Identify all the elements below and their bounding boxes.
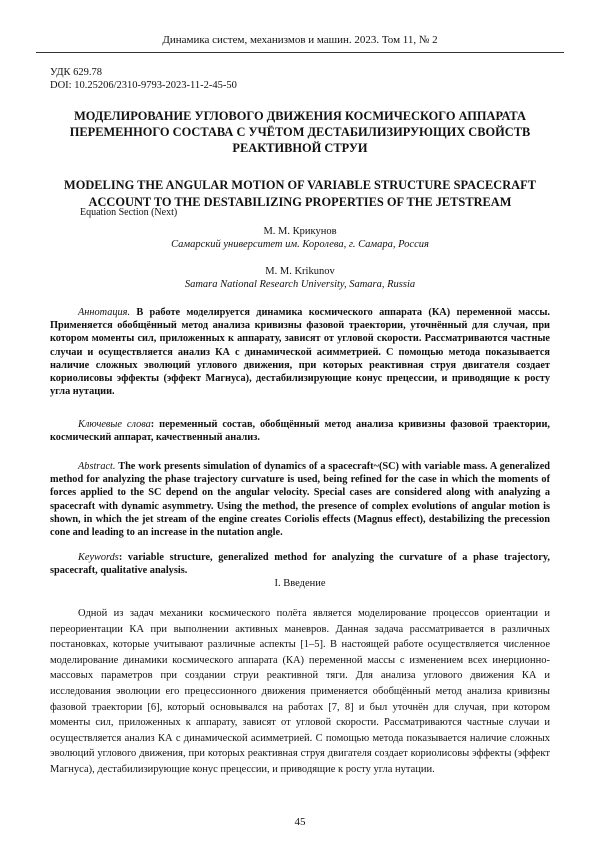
keywords-ru xyxy=(50,418,550,444)
abstract-ru xyxy=(50,306,550,398)
keywords-ru-text: : переменный состав, обобщённый метод анализа кривизны фазовой траектории, космический аппарат, качественный анализ. xyxy=(50,419,550,444)
running-header: Динамика систем, механизмов и машин. 2023. Том 11, № 2 xyxy=(162,34,438,46)
keywords-en-text: : variable structure, generalized method for analyzing the curvature of a phase trajectory, spacecraft, qualitative analysis. xyxy=(50,552,550,577)
author-name-ru: М. М. Крикунов xyxy=(263,226,337,237)
header-divider xyxy=(36,52,564,53)
author-affiliation-en: Samara National Research University, Samara, Russia xyxy=(184,279,416,290)
title-russian: МОДЕЛИРОВАНИЕ УГЛОВОГО ДВИЖЕНИЯ КОСМИЧЕСКОГО АППАРАТА ПЕРЕМЕННОГО СОСТАВА С УЧЁТОМ ДЕСТАБИЛИЗИРУЮЩИХ СВОЙСТВ РЕАКТИВНОЙ СТРУИ xyxy=(69,109,531,155)
abstract-en xyxy=(50,460,550,539)
abstract-en-label: Abstract. xyxy=(78,461,116,472)
section-heading-introduction: I. Введение xyxy=(274,578,326,589)
intro-paragraph: Одной из задач механики космического полёта является моделирование процессов ориентации и переориентации КА при выполнении активных маневров. Данная задача рассматривается в различных постановках, которые учитывают различные аспекты [1–5]. В настоящей работе осуществляется численное моделирование динамики космического аппарата (КА) переменной массы с изменением всех инерционно-массовых параметров при создании струи реактивной тяги. Для анализа углового движения КА и исследования эволюции его прецессионного движения применяется обобщённый метод анализа кривизны фазовой траектории [6], который основывался на работах [7, 8] и был уточнён для случая, при котором моменты сил, приложенных к аппарату, зависят от угловой скорости. Рассматриваются частные случаи и осуществляется анализ КА с динамической асимметрией. С помощью метода показывается наличие сложных эволюций углового движения, при которых реактивная струя двигателя создает кориолисовы эффекты (эффект Магнуса), дестабилизирующие конус прецессии, и приводящие к росту угла нутации. xyxy=(50,608,550,775)
author-block-ru xyxy=(0,225,600,251)
udc-code: УДК 629.78 xyxy=(50,67,103,78)
abstract-ru-text: В работе моделируется динамика космического аппарата (КА) переменной массы. Применяется обобщённый метод анализа кривизны фазовой траектории, уточнённый для случая, при котором моменты сил, приложенных к аппарату, зависят от угловой скорости. Рассматриваются частные случаи и осуществляется анализ КА с динамической асимметрией. С помощью метода показывается наличие сложных эволюций углового движения, при которых реактивная струя двигателя создает кориолисовы эффекты (эффект Магнуса), дестабилизирующие конус прецессии, и приводящие к росту угла нутации. xyxy=(50,307,550,398)
abstract-ru-label: Аннотация. xyxy=(78,307,131,318)
keywords-en-label: Keywords xyxy=(78,552,119,563)
keywords-en xyxy=(50,551,550,577)
author-block-en xyxy=(0,265,600,291)
article-meta xyxy=(50,66,237,92)
author-name-en: M. M. Krikunov xyxy=(265,266,335,277)
doi: DOI: 10.25206/2310-9793-2023-11-2-45-50 xyxy=(50,80,237,91)
title-english: MODELING THE ANGULAR MOTION OF VARIABLE STRUCTURE SPACECRAFT ACCOUNT TO THE DESTABILIZING PROPERTIES OF THE JETSTREAM xyxy=(64,178,536,209)
equation-section-marker: Equation Section (Next) xyxy=(80,207,178,218)
keywords-ru-label: Ключевые слова xyxy=(78,419,151,430)
abstract-en-text: The work presents simulation of dynamics of a spacecraft~(SC) with variable mass. A generalized method for analyzing the phase trajectory curvature is used, being refined for the case in which the moments of forces applied to the SC depend on the angular velocity. Special cases are considered along with analyzing a spacecraft with dynamic asymmetry. Using the method, the presence of complex evolutions of angular motion is shown, in which the jet stream of the engine creates Coriolis effects (Magnus effect), destabilizing the precession cone and leading to an increase in the nutation angle. xyxy=(50,461,550,539)
author-affiliation-ru: Самарский университет им. Королева, г. Самара, Россия xyxy=(171,239,429,250)
page-number: 45 xyxy=(294,816,306,828)
